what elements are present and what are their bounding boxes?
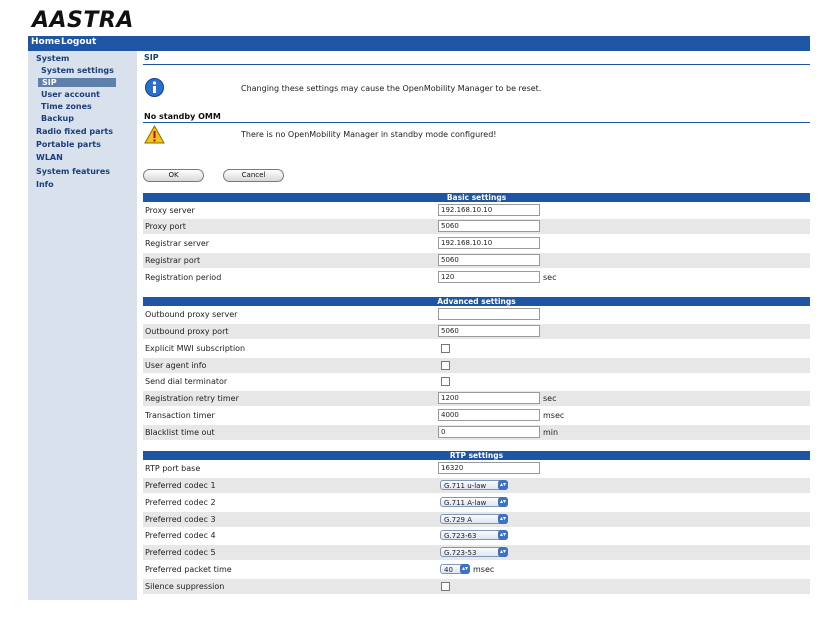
preferred-packet-time-row: [143, 562, 810, 577]
transaction-timer-unit: msec: [543, 411, 565, 420]
aastra-logo: AASTRA: [32, 8, 134, 33]
preferred-codec-3-select[interactable]: [440, 514, 508, 524]
registrar-port-row: [143, 253, 810, 268]
preferred-codec-5-value: G.723-53: [444, 549, 477, 557]
preferred-codec-1-label: Preferred codec 1: [145, 481, 216, 490]
user-agent-info-label: User agent info: [145, 361, 207, 370]
sidebar-item-portable-parts[interactable]: Portable parts: [36, 140, 101, 149]
preferred-packet-time-label: Preferred packet time: [145, 565, 232, 574]
rtp-settings-header: RTP settings: [143, 451, 810, 460]
sidebar-item-system[interactable]: System: [36, 54, 70, 63]
registration-period-label: Registration period: [145, 273, 222, 282]
registration-retry-timer-unit: sec: [543, 394, 557, 403]
rtp-port-base-input[interactable]: [438, 462, 540, 474]
silence-suppression-row: [143, 579, 810, 594]
preferred-codec-4-label: Preferred codec 4: [145, 531, 216, 540]
page-title: SIP: [144, 53, 159, 62]
registrar-port-input[interactable]: [438, 254, 540, 266]
registration-retry-timer-input[interactable]: [438, 392, 540, 404]
cancel-button[interactable]: Cancel: [223, 169, 284, 182]
warning-divider: [143, 122, 810, 123]
sidebar-item-system-features[interactable]: System features: [36, 167, 111, 176]
title-divider: [143, 64, 810, 65]
transaction-timer-row: [143, 408, 810, 423]
silence-suppression-checkbox[interactable]: [441, 582, 450, 591]
preferred-codec-2-label: Preferred codec 2: [145, 498, 216, 507]
registration-retry-timer-row: [143, 391, 810, 406]
user-agent-info-row: [143, 358, 810, 373]
send-dial-terminator-row: [143, 374, 810, 389]
outbound-proxy-server-row: [143, 307, 810, 322]
send-dial-terminator-label: Send dial terminator: [145, 377, 228, 386]
registrar-server-row: [143, 236, 810, 251]
explicit-mwi-row: [143, 341, 810, 356]
outbound-proxy-server-input[interactable]: [438, 308, 540, 320]
preferred-codec-2-value: G.711 A-law: [444, 499, 487, 507]
registration-retry-timer-label: Registration retry timer: [145, 394, 239, 403]
send-dial-terminator-checkbox[interactable]: [441, 377, 450, 386]
preferred-packet-time-unit: msec: [473, 565, 495, 574]
preferred-codec-5-label: Preferred codec 5: [145, 548, 216, 557]
chevron-updown-icon: ▴▾: [499, 481, 507, 488]
proxy-port-label: Proxy port: [145, 222, 186, 231]
preferred-codec-1-select[interactable]: [440, 480, 508, 490]
preferred-packet-time-select[interactable]: [440, 564, 470, 574]
standby-warning-message: There is no OpenMobility Manager in standby mode configured!: [241, 130, 497, 139]
outbound-proxy-port-label: Outbound proxy port: [145, 327, 229, 336]
rtp-port-base-row: [143, 461, 810, 476]
preferred-codec-5-row: [143, 545, 810, 560]
chevron-updown-icon: ▴▾: [499, 498, 507, 505]
sidebar-item-system-settings[interactable]: System settings: [41, 66, 114, 75]
sidebar-item-time-zones[interactable]: Time zones: [41, 102, 92, 111]
preferred-codec-2-row: [143, 495, 810, 510]
sidebar-item-backup[interactable]: Backup: [41, 114, 74, 123]
proxy-server-input[interactable]: [438, 204, 540, 216]
proxy-port-row: [143, 219, 810, 234]
registrar-server-input[interactable]: [438, 237, 540, 249]
sidebar-item-radio-fixed-parts[interactable]: Radio fixed parts: [36, 127, 113, 136]
home-link[interactable]: Home: [31, 37, 61, 47]
transaction-timer-input[interactable]: [438, 409, 540, 421]
reset-warning-message: Changing these settings may cause the OpenMobility Manager to be reset.: [241, 84, 542, 93]
preferred-codec-5-select[interactable]: [440, 547, 508, 557]
chevron-updown-icon: ▴▾: [499, 548, 507, 555]
sidebar-item-info[interactable]: Info: [36, 180, 54, 189]
blacklist-time-out-row: [143, 425, 810, 440]
top-navigation-bar: [28, 36, 810, 51]
chevron-updown-icon: ▴▾: [461, 565, 469, 572]
outbound-proxy-server-label: Outbound proxy server: [145, 310, 238, 319]
transaction-timer-label: Transaction timer: [145, 411, 215, 420]
preferred-codec-4-row: [143, 528, 810, 543]
registration-period-row: [143, 270, 810, 285]
registration-period-input[interactable]: [438, 271, 540, 283]
blacklist-time-out-input[interactable]: [438, 426, 540, 438]
outbound-proxy-port-row: [143, 324, 810, 339]
registrar-server-label: Registrar server: [145, 239, 210, 248]
blacklist-time-out-label: Blacklist time out: [145, 428, 215, 437]
proxy-server-label: Proxy server: [145, 206, 195, 215]
silence-suppression-label: Silence suppression: [145, 582, 225, 591]
basic-settings-header: Basic settings: [143, 193, 810, 202]
preferred-codec-1-value: G.711 u-law: [444, 482, 487, 490]
ok-button[interactable]: OK: [143, 169, 204, 182]
chevron-updown-icon: ▴▾: [499, 515, 507, 522]
main-content: [143, 51, 810, 600]
preferred-codec-3-label: Preferred codec 3: [145, 515, 216, 524]
warning-title: No standby OMM: [144, 112, 221, 121]
logout-link[interactable]: Logout: [61, 37, 97, 47]
preferred-codec-1-row: [143, 478, 810, 493]
proxy-server-row: [143, 203, 810, 218]
warning-icon: [144, 125, 165, 144]
sidebar-navigation: [28, 51, 137, 600]
preferred-codec-3-row: [143, 512, 810, 527]
advanced-settings-header: Advanced settings: [143, 297, 810, 306]
preferred-codec-3-value: G.729 A: [444, 516, 473, 524]
preferred-codec-4-value: G.723-63: [444, 532, 477, 540]
registrar-port-label: Registrar port: [145, 256, 201, 265]
preferred-codec-2-select[interactable]: [440, 497, 508, 507]
explicit-mwi-label: Explicit MWI subscription: [145, 344, 246, 353]
sidebar-item-sip[interactable]: SIP: [38, 78, 116, 87]
user-agent-info-checkbox[interactable]: [441, 361, 450, 370]
preferred-packet-time-value: 40: [444, 566, 453, 574]
rtp-port-base-label: RTP port base: [145, 464, 201, 473]
sidebar-item-wlan[interactable]: WLAN: [36, 153, 63, 162]
sidebar-item-user-account[interactable]: User account: [41, 90, 101, 99]
info-icon: [145, 78, 164, 97]
blacklist-time-out-unit: min: [543, 428, 559, 437]
explicit-mwi-checkbox[interactable]: [441, 344, 450, 353]
preferred-codec-4-select[interactable]: [440, 530, 508, 540]
outbound-proxy-port-input[interactable]: [438, 325, 540, 337]
registration-period-unit: sec: [543, 273, 557, 282]
proxy-port-input[interactable]: [438, 220, 540, 232]
chevron-updown-icon: ▴▾: [499, 531, 507, 538]
